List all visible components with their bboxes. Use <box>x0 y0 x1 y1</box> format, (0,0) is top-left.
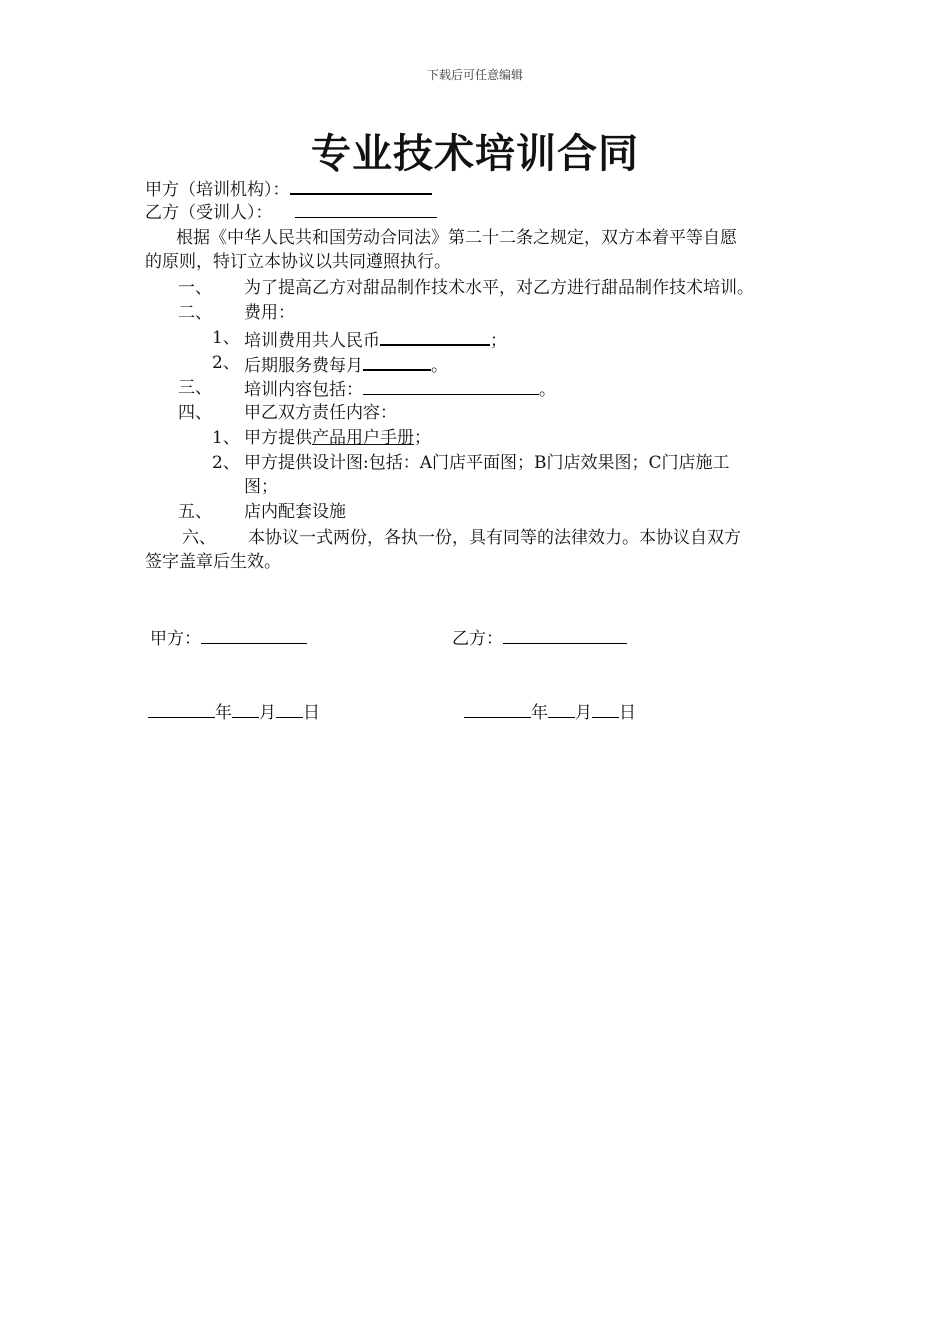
intro-line-1: 根据《中华人民共和国劳动合同法》第二十二条之规定，双方本着平等自愿 <box>176 228 737 248</box>
section-3-field <box>244 376 556 402</box>
section-2-1-number: 1、 <box>212 328 240 348</box>
section-2-2-end: 。 <box>431 356 448 376</box>
page-header-note: 下载后可任意编辑 <box>426 68 523 82</box>
party-b-blank <box>295 199 437 218</box>
signature-a-blank <box>201 625 307 644</box>
section-6-line-2: 签字盖章后生效。 <box>145 552 281 572</box>
section-1-text: 为了提高乙方对甜品制作技术水平，对乙方进行甜品制作技术培训。 <box>244 278 754 298</box>
party-a-label: 甲方（培训机构）： <box>145 180 290 200</box>
date-a-day-label: 日 <box>303 703 320 723</box>
date-a-month-label: 月 <box>259 703 276 723</box>
section-4-1-end: ； <box>414 428 431 448</box>
section-2-1-end: ； <box>490 331 507 351</box>
intro-line-2: 的原则，特订立本协议以共同遵照执行。 <box>145 252 451 272</box>
section-4-1-field <box>244 426 431 450</box>
party-a-field <box>145 175 432 202</box>
party-a-blank <box>290 175 432 195</box>
service-fee-blank <box>363 351 431 371</box>
date-b-month-blank <box>548 699 575 718</box>
section-2-2-text: 后期服务费每月 <box>244 356 363 376</box>
signature-a-field <box>150 625 307 651</box>
date-a-year-label: 年 <box>215 703 232 723</box>
section-4-2-line-1: 甲方提供设计图:包括：A门店平面图；B门店效果图；C门店施工 <box>244 453 730 473</box>
section-3-number: 三、 <box>178 378 212 398</box>
section-6-line-1: 本协议一式两份，各执一份，具有同等的法律效力。本协议自双方 <box>248 528 741 548</box>
section-4-1-text: 甲方提供 <box>244 428 312 448</box>
section-2-2-field <box>244 351 448 378</box>
date-a-day-blank <box>276 699 303 718</box>
signature-b-label: 乙方： <box>452 629 503 649</box>
section-5-number: 五、 <box>178 502 212 522</box>
date-b-field <box>464 699 636 725</box>
signature-b-blank <box>503 625 627 644</box>
section-3-text: 培训内容包括： <box>244 380 363 400</box>
section-5-text: 店内配套设施 <box>244 502 346 522</box>
section-3-end: 。 <box>539 380 556 400</box>
product-manual-link: 产品用户手册 <box>312 428 414 448</box>
section-2-number: 二、 <box>178 303 212 323</box>
section-4-number: 四、 <box>178 403 212 423</box>
training-fee-blank <box>380 326 490 346</box>
section-2-2-number: 2、 <box>212 353 240 373</box>
section-4-1-number: 1、 <box>212 428 240 448</box>
date-b-year-label: 年 <box>531 703 548 723</box>
section-2-text: 费用： <box>244 303 295 323</box>
section-6-number: 六、 <box>182 528 216 548</box>
section-4-2-number: 2、 <box>212 453 240 473</box>
party-b-field <box>145 199 437 225</box>
date-a-year-blank <box>148 699 215 718</box>
document-title: 专业技术培训合同 <box>311 131 639 177</box>
training-content-blank <box>363 376 539 395</box>
date-b-day-label: 日 <box>619 703 636 723</box>
signature-a-label: 甲方： <box>150 629 201 649</box>
section-1-number: 一、 <box>178 278 212 298</box>
section-2-1-text: 培训费用共人民币 <box>244 331 380 351</box>
section-4-text: 甲乙双方责任内容： <box>244 403 397 423</box>
date-b-month-label: 月 <box>575 703 592 723</box>
section-2-1-field <box>244 326 507 353</box>
signature-b-field <box>452 625 627 651</box>
date-a-month-blank <box>232 699 259 718</box>
date-b-day-blank <box>592 699 619 718</box>
section-4-2-line-2: 图； <box>244 477 278 497</box>
party-b-label: 乙方（受训人）： <box>145 203 273 223</box>
date-a-field <box>148 699 320 725</box>
date-b-year-blank <box>464 699 531 718</box>
